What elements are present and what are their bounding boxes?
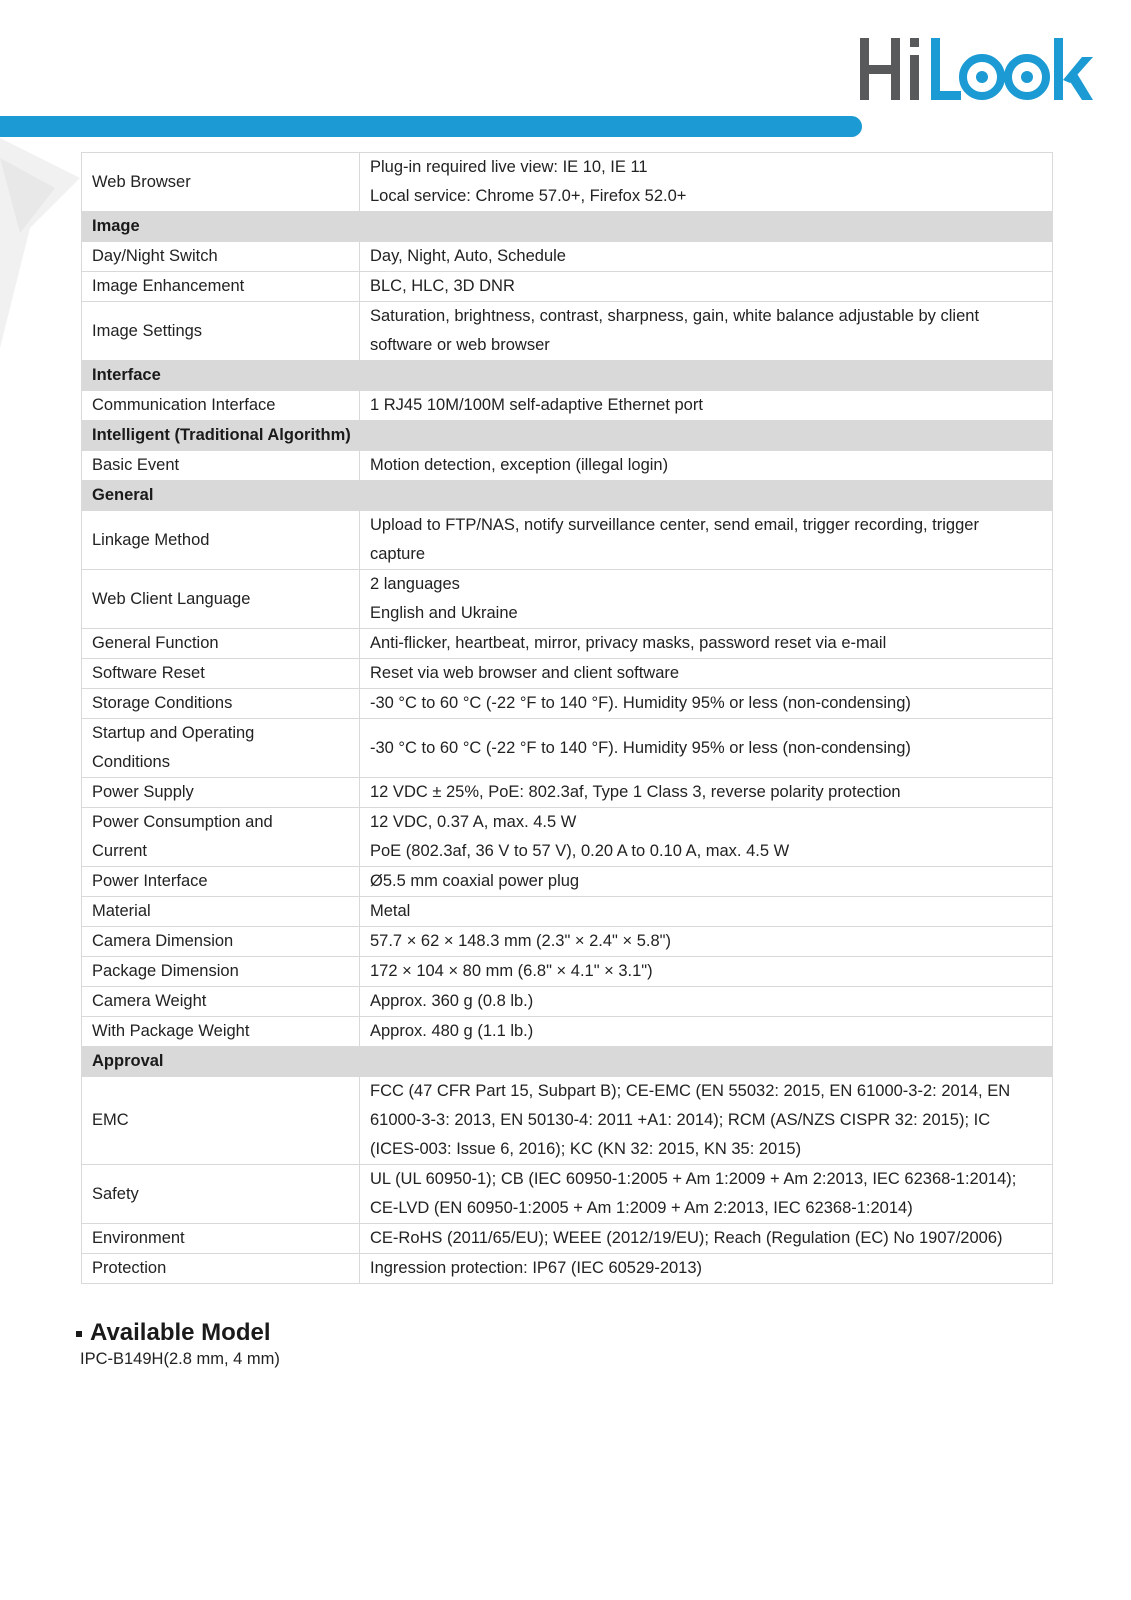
spec-section-row bbox=[82, 212, 1053, 242]
spec-value bbox=[360, 629, 1053, 659]
spec-value-line: 12 VDC ± 25%, PoE: 802.3af, Type 1 Class 3, reverse polarity protection bbox=[370, 783, 901, 801]
spec-value bbox=[360, 511, 1053, 570]
spec-section-row bbox=[82, 481, 1053, 511]
spec-section-row bbox=[82, 421, 1053, 451]
available-model-section bbox=[76, 1318, 280, 1369]
spec-label bbox=[82, 808, 360, 867]
spec-value bbox=[360, 778, 1053, 808]
spec-value-line: Reset via web browser and client software bbox=[370, 664, 680, 682]
spec-label: Image Settings bbox=[82, 302, 360, 361]
spec-value-line: capture bbox=[370, 545, 426, 563]
spec-label: Protection bbox=[82, 1254, 360, 1284]
spec-label: Communication Interface bbox=[82, 391, 360, 421]
spec-value-line: Anti-flicker, heartbeat, mirror, privacy masks, password reset via e-mail bbox=[370, 634, 887, 652]
available-model-title: Available Model bbox=[90, 1319, 271, 1346]
spec-value-line: -30 °C to 60 °C (-22 °F to 140 °F). Humidity 95% or less (non-condensing) bbox=[370, 738, 911, 757]
spec-value bbox=[360, 867, 1053, 897]
spec-value bbox=[360, 391, 1053, 421]
section-heading: General bbox=[82, 481, 1053, 511]
spec-value-line: Plug-in required live view: IE 10, IE 11 bbox=[370, 158, 648, 176]
spec-value bbox=[360, 927, 1053, 957]
spec-value-line: 172 × 104 × 80 mm (6.8" × 4.1" × 3.1") bbox=[370, 962, 653, 980]
spec-row bbox=[82, 511, 1053, 570]
spec-label: Web Browser bbox=[82, 153, 360, 212]
bullet-icon bbox=[76, 1331, 82, 1337]
spec-value bbox=[360, 987, 1053, 1017]
spec-row bbox=[82, 1254, 1053, 1284]
spec-label: Power Interface bbox=[82, 867, 360, 897]
spec-value-line: software or web browser bbox=[370, 336, 550, 354]
spec-section-row bbox=[82, 361, 1053, 391]
spec-value bbox=[360, 1224, 1053, 1254]
model-name: IPC-B149H(2.8 mm, 4 mm) bbox=[80, 1350, 280, 1368]
spec-value-line: (ICES-003: Issue 6, 2016); KC (KN 32: 2015, KN 35: 2015) bbox=[370, 1140, 802, 1158]
spec-label: Image Enhancement bbox=[82, 272, 360, 302]
spec-label-line: Conditions bbox=[92, 753, 170, 771]
spec-row bbox=[82, 1224, 1053, 1254]
spec-row bbox=[82, 153, 1053, 212]
spec-value-line: 2 languages bbox=[370, 575, 460, 593]
header-accent-bar bbox=[0, 116, 862, 137]
spec-row bbox=[82, 242, 1053, 272]
spec-row bbox=[82, 719, 1053, 778]
spec-value-line: Day, Night, Auto, Schedule bbox=[370, 247, 566, 265]
spec-row bbox=[82, 570, 1053, 629]
spec-value-line: CE-LVD (EN 60950-1:2005 + Am 1:2009 + Am 2:2013, IEC 62368-1:2014) bbox=[370, 1199, 913, 1217]
spec-value bbox=[360, 1254, 1053, 1284]
spec-value-line: Upload to FTP/NAS, notify surveillance center, send email, trigger recording, trigger bbox=[370, 516, 979, 534]
spec-row bbox=[82, 689, 1053, 719]
spec-value-line: 57.7 × 62 × 148.3 mm (2.3" × 2.4" × 5.8") bbox=[370, 932, 672, 950]
section-heading: Image bbox=[82, 212, 1053, 242]
available-model-heading bbox=[76, 1318, 280, 1348]
spec-label: Camera Weight bbox=[82, 987, 360, 1017]
spec-label: Package Dimension bbox=[82, 957, 360, 987]
spec-row bbox=[82, 808, 1053, 867]
spec-label: General Function bbox=[82, 629, 360, 659]
spec-value-line: 61000-3-3: 2013, EN 50130-4: 2011 +A1: 2014); RCM (AS/NZS CISPR 32: 2015); IC bbox=[370, 1111, 991, 1129]
spec-label-line: Power Consumption and bbox=[92, 813, 273, 831]
spec-label: Storage Conditions bbox=[82, 689, 360, 719]
spec-value bbox=[360, 719, 1053, 778]
spec-value bbox=[360, 272, 1053, 302]
spec-row bbox=[82, 272, 1053, 302]
spec-label bbox=[82, 719, 360, 778]
spec-row bbox=[82, 987, 1053, 1017]
spec-value bbox=[360, 242, 1053, 272]
spec-row bbox=[82, 778, 1053, 808]
spec-row bbox=[82, 897, 1053, 927]
spec-row bbox=[82, 302, 1053, 361]
spec-row bbox=[82, 629, 1053, 659]
spec-value bbox=[360, 153, 1053, 212]
spec-row bbox=[82, 659, 1053, 689]
spec-label: Camera Dimension bbox=[82, 927, 360, 957]
spec-label: Software Reset bbox=[82, 659, 360, 689]
spec-row bbox=[82, 1077, 1053, 1165]
section-heading: Approval bbox=[82, 1047, 1053, 1077]
spec-label: Day/Night Switch bbox=[82, 242, 360, 272]
spec-label: Power Supply bbox=[82, 778, 360, 808]
spec-label-line: Startup and Operating bbox=[92, 724, 255, 742]
spec-value-line: -30 °C to 60 °C (-22 °F to 140 °F). Humidity 95% or less (non-condensing) bbox=[370, 694, 911, 712]
spec-row bbox=[82, 867, 1053, 897]
background-watermark bbox=[0, 138, 90, 358]
spec-row bbox=[82, 957, 1053, 987]
spec-value bbox=[360, 808, 1053, 867]
spec-value bbox=[360, 302, 1053, 361]
spec-value bbox=[360, 1165, 1053, 1224]
spec-value bbox=[360, 451, 1053, 481]
spec-value-line: Ingression protection: IP67 (IEC 60529-2013) bbox=[370, 1259, 703, 1277]
spec-value-line: BLC, HLC, 3D DNR bbox=[370, 277, 515, 295]
spec-value-line: UL (UL 60950-1); CB (IEC 60950-1:2005 + Am 1:2009 + Am 2:2013, IEC 62368-1:2014); bbox=[370, 1170, 1017, 1188]
spec-row bbox=[82, 1165, 1053, 1224]
spec-value-line: PoE (802.3af, 36 V to 57 V), 0.20 A to 0.10 A, max. 4.5 W bbox=[370, 842, 790, 860]
spec-value-line: 12 VDC, 0.37 A, max. 4.5 W bbox=[370, 813, 577, 831]
spec-table bbox=[81, 152, 1053, 1284]
spec-label: Safety bbox=[82, 1165, 360, 1224]
section-heading: Interface bbox=[82, 361, 1053, 391]
spec-label-line: Current bbox=[92, 842, 148, 860]
spec-value-line: 1 RJ45 10M/100M self-adaptive Ethernet port bbox=[370, 396, 703, 414]
spec-value-line: CE-RoHS (2011/65/EU); WEEE (2012/19/EU); Reach (Regulation (EC) No 1907/2006) bbox=[370, 1229, 1003, 1247]
spec-value bbox=[360, 1077, 1053, 1165]
hilook-logo bbox=[858, 30, 1094, 106]
spec-value bbox=[360, 957, 1053, 987]
spec-value bbox=[360, 897, 1053, 927]
spec-value-line: Local service: Chrome 57.0+, Firefox 52.0+ bbox=[370, 187, 687, 205]
spec-value-line: Saturation, brightness, contrast, sharpness, gain, white balance adjustable by client bbox=[370, 307, 980, 325]
spec-value-line: Approx. 360 g (0.8 lb.) bbox=[370, 992, 534, 1010]
spec-label: Linkage Method bbox=[82, 511, 360, 570]
spec-value-line: Metal bbox=[370, 902, 411, 920]
section-heading: Intelligent (Traditional Algorithm) bbox=[82, 421, 1053, 451]
spec-row bbox=[82, 391, 1053, 421]
spec-value-line: English and Ukraine bbox=[370, 604, 518, 622]
spec-value bbox=[360, 1017, 1053, 1047]
spec-value bbox=[360, 570, 1053, 629]
spec-label: With Package Weight bbox=[82, 1017, 360, 1047]
spec-value bbox=[360, 689, 1053, 719]
spec-label: EMC bbox=[82, 1077, 360, 1165]
spec-value-line: Approx. 480 g (1.1 lb.) bbox=[370, 1022, 534, 1040]
spec-row bbox=[82, 451, 1053, 481]
spec-label: Basic Event bbox=[82, 451, 360, 481]
spec-value-line: FCC (47 CFR Part 15, Subpart B); CE-EMC (EN 55032: 2015, EN 61000-3-2: 2014, EN bbox=[370, 1082, 1011, 1100]
spec-label: Web Client Language bbox=[82, 570, 360, 629]
spec-section-row bbox=[82, 1047, 1053, 1077]
spec-value-line: Ø5.5 mm coaxial power plug bbox=[370, 872, 580, 890]
spec-value bbox=[360, 659, 1053, 689]
spec-label: Material bbox=[82, 897, 360, 927]
spec-row bbox=[82, 927, 1053, 957]
spec-label: Environment bbox=[82, 1224, 360, 1254]
spec-row bbox=[82, 1017, 1053, 1047]
spec-value-line: Motion detection, exception (illegal login) bbox=[370, 456, 669, 474]
